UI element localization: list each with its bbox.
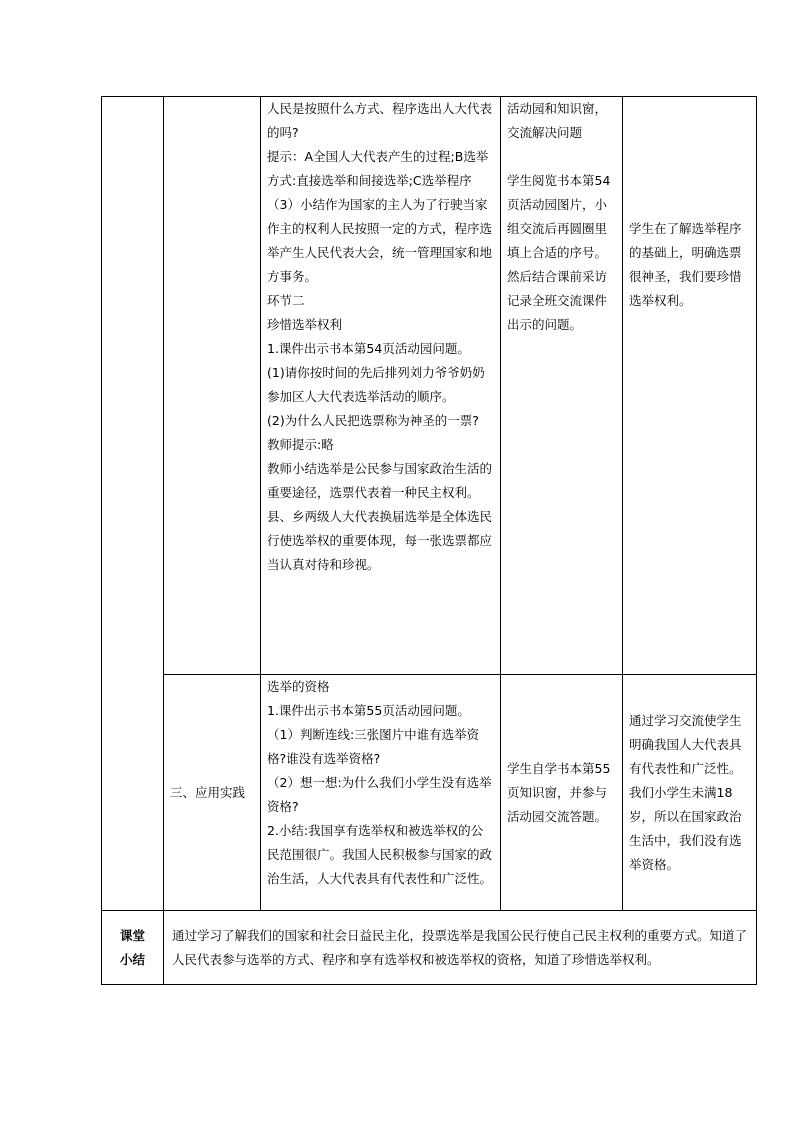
- student-activity-cell: [501, 675, 623, 911]
- content-line: (1)请你按时间的先后排列刘力爷爷奶奶参加区人大代表选举活动的顺序。: [267, 365, 485, 404]
- content-line: 1.课件出示书本第54页活动园问题。: [267, 341, 470, 356]
- summary-label: 小结: [119, 951, 145, 967]
- section-cell: [164, 675, 261, 911]
- content-line: （3）小结作为国家的主人为了行驶当家作主的权利人民按照一定的方式，程序选举产生人民代表大会，统一管理国家和地方事务。: [267, 197, 493, 284]
- student-activity-cell: [501, 97, 623, 675]
- content-line: 1.课件出示书本第55页活动园问题。: [267, 703, 470, 718]
- content-line: （1）判断连线:三张图片中谁有选举资格?谁没有选举资格?: [267, 727, 480, 766]
- content-line: （2）想一想:为什么我们小学生没有选举资格?: [267, 775, 492, 814]
- section-title: 三、应用实践: [170, 784, 246, 800]
- content-line: 珍惜选举权利: [267, 317, 343, 332]
- student-activity-text: 学生自学书本第55页知识窗，并参与活动园交流答题。: [507, 760, 611, 824]
- teaching-content-cell: [261, 675, 501, 911]
- table-row: [102, 675, 757, 911]
- left-label-cell: [102, 97, 164, 911]
- lesson-plan-table: [101, 96, 757, 985]
- table-row: [102, 97, 757, 675]
- section-cell: [164, 97, 261, 675]
- content-line: 环节二: [267, 293, 305, 308]
- summary-label-cell: [102, 911, 164, 985]
- summary-label: 课堂: [119, 927, 145, 943]
- content-line: 教师提示:略: [267, 437, 334, 452]
- design-intent-cell: [623, 97, 757, 675]
- table-row: [102, 911, 757, 985]
- design-intent-text: 学生在了解选举程序的基础上，明确选票很神圣，我们要珍惜选举权利。: [629, 221, 742, 308]
- content-line: 提示：A全国人大代表产生的过程;B选举方式:直接选举和间接选举;C选举程序: [267, 149, 489, 188]
- content-line: (2)为什么人民把选票称为神圣的一票?: [267, 413, 479, 428]
- student-activity-text: 学生阅览书本第54页活动园图片，小组交流后再圆圈里填上合适的序号。然后结合课前采访记录全班交流课件出示的问题。: [507, 173, 611, 332]
- design-intent-text: 通过学习交流使学生明确我国人大代表具有代表性和广泛性。我们小学生未满18岁，所以在国家政治生活中，我们没有选举资格。: [629, 712, 742, 872]
- student-activity-text: 活动园和知识窗，交流解决问题: [507, 101, 608, 140]
- summary-text: 通过学习了解我们的国家和社会日益民主化，投票选举是我国公民行使自己民主权利的重要方式。知道了人民代表参与选举的方式、程序和享有选举权和被选举权的资格，知道了珍惜选举权利。: [172, 927, 748, 967]
- summary-text-cell: [164, 911, 757, 985]
- content-line: 教师小结选举是公民参与国家政治生活的重要途径，选票代表着一种民主权利。县、乡两级人大代表换届选举是全体选民行使选举权的重要体现，每一张选票都应当认真对待和珍视。: [267, 461, 493, 572]
- design-intent-cell: [623, 675, 757, 911]
- content-line: 选举的资格: [267, 679, 330, 694]
- teaching-content-cell: [261, 97, 501, 675]
- content-line: 2.小结:我国享有选举权和被选举权的公民范围很广。我国人民积极参与国家的政治生活，人大代表具有代表性和广泛性。: [267, 823, 493, 886]
- content-line: 人民是按照什么方式、程序选出人大代表的吗?: [267, 101, 493, 140]
